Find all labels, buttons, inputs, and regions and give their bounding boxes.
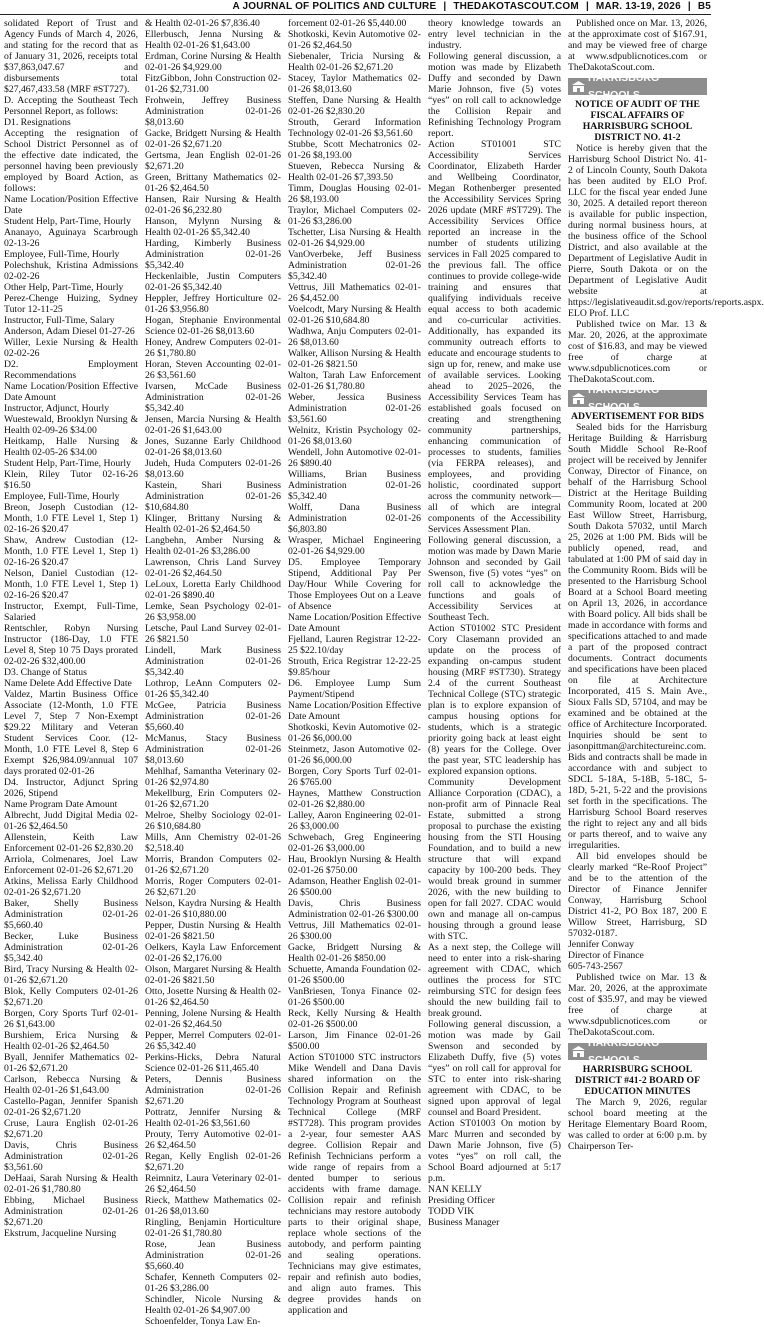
- notice-body: All bid envelopes should be clearly marked “Re-Roof Project” and be to the attention of the Director of Finance Jennifer Conway, Harrisburg School District 41-2, PO Box 187, 200 E Willow Street, Harrisburg, SD 57032-0187.: [568, 851, 707, 939]
- notice-paragraph: Steffen, Dane Nursing & Health 02-01-26 $2,830.20: [288, 95, 421, 117]
- notice-paragraph: Davis, Chris Business Administration 02-01-26 $3,561.60: [4, 1140, 138, 1173]
- notice-paragraph: Hogan, Stephanie Environmental Science 02-01-26 $8,013.60: [145, 315, 281, 337]
- notice-paragraph: Following general discussion, a motion was made by Gail Swenson and seconded by Elizabeth Duffy, five (5) votes “yes” on roll call for approval for STC to enter into risk-sharing agreement with CDAC, to be signed upon approval of legal counsel and Board President.: [428, 1019, 561, 1118]
- notice-paragraph: Ringling, Benjamin Horticulture 02-01-26 $1,780.80: [145, 1217, 281, 1239]
- notice-paragraph: Heitkamp, Halle Nursing & Health 02-05-26 $34.00: [4, 436, 138, 458]
- notice-paragraph: Reimnitz, Laura Veterinary 02-01-26 $2,464.50: [145, 1173, 281, 1195]
- notice-paragraph: D4. Instructor, Adjunct Spring 2026, Stipend: [4, 777, 138, 799]
- notice-paragraph: Ebbing, Michael Business Administration 02-01-26 $2,671.20: [4, 1195, 138, 1228]
- notice-paragraph: Community Development Alliance Corporation (CDAC), a non-profit arm of Pinnacle Real Estate, submitted a strong proposal to purchase the existing housing from the STI Housing Foundation, and to build a new structure that will expand capacity by 100-200 beds. They would break ground in summer 2026, with the new building to open for fall 2027. CDAC would own and manage all on-campus housing through a ground lease with STC.: [428, 777, 561, 942]
- notice-paragraph: Klinger, Brittany Nursing & Health 02-01-26 $2,464.50: [145, 513, 281, 535]
- notice-paragraph: Steinmetz, Jason Automotive 02-01-26 $6,000.00: [288, 744, 421, 766]
- notice-paragraph: Albrecht, Judd Digital Media 02-01-26 $2,464.50: [4, 810, 138, 832]
- notice-paragraph: Baker, Shelly Business Administration 02-01-26 $5,660.40: [4, 898, 138, 931]
- notice-paragraph: DeHaai, Sarah Nursing & Health 02-01-26 $1,780.80: [4, 1173, 138, 1195]
- notice-paragraph: Siebenaler, Tricia Nursing & Health 02-01-26 $2,671.20: [288, 51, 421, 73]
- notice-paragraph: Walton, Tarah Law Enforcement 02-01-26 $1,780.80: [288, 370, 421, 392]
- notice-paragraph: Lawrenson, Chris Land Survey 02-01-26 $2,464.50: [145, 557, 281, 579]
- notice-paragraph: Burshiem, Erica Nursing & Health 02-01-26 $2,464.50: [4, 1030, 138, 1052]
- notice-paragraph: NAN KELLY: [428, 1184, 483, 1195]
- notice-paragraph: Wrasper, Michael Engineering 02-01-26 $4,929.00: [288, 535, 421, 557]
- notice-paragraph: Rentschler, Robyn Nursing Instructor (186-Day, 1.0 FTE Level 8, Step 10 75 Days prorated 02-02-26 $32,400.00: [4, 623, 138, 667]
- notice-paragraph: Williams, Brian Business Administration 02-01-26 $5,342.40: [288, 469, 421, 502]
- notice-paragraph: Schuette, Amanda Foundation 02-01-26 $500.00: [288, 964, 421, 986]
- notice-paragraph: Langbehn, Amber Nursing & Health 02-01-26 $3,286.00: [145, 535, 281, 557]
- notice-body: The March 9, 2026, regular school board meeting at the Heritage Elementary Board Room, was called to order at 6:00 p.m. by Chairperson Ter-: [568, 1097, 707, 1152]
- notice-paragraph: Tschetter, Lisa Nursing & Health 02-01-26 $4,929.00: [288, 227, 421, 249]
- notice-paragraph: FitzGibbon, John Construction 02-01-26 $2,731.00: [145, 73, 281, 95]
- notice-paragraph: Lindell, Mark Business Administration 02-01-26 $5,342.40: [145, 645, 281, 678]
- notice-paragraph: theory knowledge towards an entry level technician in the industry.: [428, 18, 561, 51]
- school-icon: [572, 81, 585, 92]
- notice-paragraph: D6. Employee Lump Sum Payment/Stipend: [288, 678, 421, 700]
- column-1: [4, 18, 138, 1239]
- notice-title: ADVERTISEMENT FOR BIDS: [571, 411, 704, 422]
- notice-paragraph: D1. Resignations: [4, 117, 71, 128]
- notice-paragraph: Wuestewald, Brooklyn Nursing & Health 02-09-26 $34.00: [4, 414, 138, 436]
- notice-paragraph: Name Location/Position Effective Date Amount: [288, 612, 421, 634]
- notice-paragraph: Wadhwa, Anju Computers 02-01-26 $8,013.60: [288, 326, 421, 348]
- notice-paragraph: Mekellburg, Erin Computers 02-01-26 $2,671.20: [145, 788, 281, 810]
- notice-paragraph: Honey, Andrew Computers 02-01-26 $1,780.80: [145, 337, 281, 359]
- notice-paragraph: Shaw, Andrew Custodian (12-Month, 1.0 FTE Level 1, Step 1) 02-16-26 $20.47: [4, 535, 138, 568]
- notice-paragraph: Letsche, Paul Land Survey 02-01-26 $821.50: [145, 623, 281, 645]
- publication-notice: Published once on Mar. 13, 2026, at the approximate cost of $167.91, and may be viewed free of charge at www.sdpublicnotices.com or TheDakotaScout.com.: [568, 18, 707, 73]
- notice-paragraph: Arriola, Colmenares, Joel Law Enforcement 02-01-26 $2,671.20: [4, 854, 138, 876]
- notice-paragraph: Haynes, Matthew Construction 02-01-26 $2,880.00: [288, 788, 421, 810]
- notice-paragraph: Stacey, Taylor Mathematics 02-01-26 $8,013.60: [288, 73, 421, 95]
- notice-paragraph: TODD VIK: [428, 1206, 475, 1217]
- school-icon: [572, 1046, 585, 1057]
- notice-paragraph: Action ST01001 STC Accessibility Services Coordinator, Elizabeth Harder and Wellbeing Coordinator, Megan Rothenberger presented the Accessibility Services Spring 2026 update (MRF #ST729). The Accessibility Services Office reported an increase in the number of students utilizing services in Fall 2025 compared to the previous fall. The office continues to provide college-wide training and ensures that qualifying individuals receive equal access to both academic and co-curricular activities. Additionally, has expanded its community outreach efforts to educate and encourage students to sign up for, renew, and make use of available services. Looking ahead to 2025–2026, the Accessibility Services Team has established goals focused on creating and strengthening community partnerships, enhancing communication of processes to students, families (via FERPA releases), and employees, and providing holistic, coordinated support across the community network—all of which are integral components of the Accessibility Services Assessment Plan.: [428, 139, 561, 535]
- column-3: [288, 18, 421, 1316]
- notice-paragraph: Breon, Joseph Custodian (12-Month, 1.0 FTE Level 1, Step 1) 02-16-26 $20.47: [4, 502, 138, 535]
- notice-paragraph: Presiding Officer: [428, 1195, 495, 1206]
- notice-title: NOTICE OF AUDIT OF THE FISCAL AFFAIRS OF HARRISBURG SCHOOL DISTRICT NO. 41-2: [575, 99, 700, 143]
- notice-paragraph: Timm, Douglas Housing 02-01-26 $8,193.00: [288, 183, 421, 205]
- notice-paragraph: As a next step, the College will need to enter into a risk-sharing agreement with CDAC, which outlines the process for STC reimbursing STC for design fees should the new building fail to break ground.: [428, 942, 561, 1019]
- notice-paragraph: Jensen, Marcia Nursing & Health 02-01-26 $1,643.00: [145, 414, 281, 436]
- notice-paragraph: Instructor, Exempt, Full-Time, Salaried: [4, 601, 138, 623]
- notice-paragraph: Name Delete Add Effective Date: [4, 678, 132, 689]
- banner-label: HARRISBURG SCHOOLS: [588, 71, 660, 101]
- notice-paragraph: Perez-Chenge Huizing, Sydney Tutor 12-11-25: [4, 293, 138, 315]
- notice-paragraph: Nelson, Kaydra Nursing & Health 02-01-26 $10,880.00: [145, 898, 281, 920]
- notice-paragraph: Welnitz, Kristin Psychology 02-01-26 $8,013.60: [288, 425, 421, 447]
- notice-paragraph: Prouty, Terry Automotive 02-01-26 $2,464.50: [145, 1129, 281, 1151]
- notice-paragraph: Oelkers, Kayla Law Enforcement 02-01-26 $2,176.00: [145, 942, 281, 964]
- notice-body: Sealed bids for the Harrisburg Heritage Building & Harrisburg South Middle School Re-Roof project will be received by Jennifer Conway, Director of Finance, on behalf of the Harrisburg School District at the Heritage Building Community Room, located at 200 East Willow Street, Harrisburg, South Dakota 57032, until March 25, 2026 at 1:00 PM. Bids will be publicly opened, read, and tabulated at 1:00 PM of said day in the Community Room. Bids will be presented to the Harrisburg School Board at a School Board meeting on April 13, 2026, in accordance with Board policy. All bids shall be made in accordance with forms and specifications attached to and made a part of the proposed contract documents. Contract documents and specifications have been placed on file at Architecture Incorporated, 415 S. Main Ave., Sioux Falls SD, 57104, and may be examined and be obtained at the office of Architecture Incorporated. Inquiries should be sent to jasonpittman@architectureinc.com. Bids and contracts shall be made in accordance with and subject to SDCL 5-18A, 5-18B, 5-18C, 5-18D, 5-21, 5-22 and the provisions set forth in the specifications. The Harrisburg School Board reserves the right to reject any and all bids or parts thereof, and to waive any irregularities.: [568, 422, 707, 851]
- notice-paragraph: Atkins, Melissa Early Childhood 02-01-26 $2,671.20: [4, 876, 138, 898]
- notice-paragraph: Melroe, Shelby Sociology 02-01-26 $10,684.80: [145, 810, 281, 832]
- notice-paragraph: solidated Report of Trust and Agency Funds of March 4, 2026, and stating for the record that as of January 31, 2026, receipts total $37,863,047.67 and disbursements total $27,467,433.58 (MRF #ST727).: [4, 18, 138, 95]
- header-date: MAR. 13-19, 2026: [595, 1, 681, 12]
- notice-paragraph: VanBriesen, Tonya Finance 02-01-26 $500.00: [288, 986, 421, 1008]
- notice-paragraph: Wendell, John Automotive 02-01-26 $890.40: [288, 447, 421, 469]
- banner-label: HARRISBURG SCHOOLS: [588, 1036, 660, 1066]
- notice-paragraph: Shotkoski, Kevin Automotive 02-01-26 $2,464.50: [288, 29, 421, 51]
- notice-paragraph: Blok, Kelly Computers 02-01-26 $2,671.20: [4, 986, 138, 1008]
- notice-paragraph: Strouth, Erica Registrar 12-22-25 $9.85/hour: [288, 656, 421, 678]
- notice-paragraph: & Health 02-01-26 $7,836.40: [145, 18, 260, 29]
- notice-body: Notice is hereby given that the Harrisburg School District No. 41-2 of Lincoln County, South Dakota has been audited by ELO Prof. LLC for the fiscal year ended June 30, 2025. A detailed report thereon is available for public inspection, during normal business hours, at the business office of the School District, and also available at the Department of Legislative Audit in Pierre, South Dakota or on the Department of Legislative Audit website at https://legislativeaudit.sd.gov/reports/reports.aspx.: [568, 143, 764, 308]
- notice-paragraph: Mills, Ann Chemistry 02-01-26 $2,518.40: [145, 832, 281, 854]
- column-2: [145, 18, 281, 1327]
- notice-paragraph: Accepting the resignation of School District Personnel as of the effective date indicated, the personnel having been previously employed by Board Action, as follows:: [4, 128, 138, 194]
- notice-paragraph: VanOverbeke, Jeff Business Administration 02-01-26 $5,342.40: [288, 249, 421, 282]
- notice-paragraph: Ellerbusch, Jenna Nursing & Health 02-01-26 $1,643.00: [145, 29, 281, 51]
- notice-paragraph: Name Location/Position Effective Date Amount: [288, 700, 421, 722]
- notice-paragraph: Ekstrum, Jacqueline Nursing: [4, 1228, 117, 1239]
- notice-phone: 605-743-2567: [568, 961, 623, 972]
- notice-paragraph: Schoenfelder, Tonya Law En-: [145, 1316, 261, 1327]
- notice-paragraph: Pepper, Merrel Computers 02-01-26 $5,342.40: [145, 1030, 281, 1052]
- notice-paragraph: Gacke, Bridgett Nursing & Health 02-01-26 $850.00: [288, 942, 421, 964]
- notice-paragraph: Willer, Lexie Nursing & Health 02-02-26: [4, 337, 138, 359]
- notice-paragraph: Gacke, Bridgett Nursing & Health 02-01-26 $2,671.20: [145, 128, 281, 150]
- notice-paragraph: McManus, Stacy Business Administration 02-01-26 $8,013.60: [145, 733, 281, 766]
- notice-paragraph: Other Help, Part-Time, Hourly: [4, 282, 124, 293]
- notice-paragraph: Schafer, Kenneth Computers 02-01-26 $3,286.00: [145, 1272, 281, 1294]
- notice-paragraph: Larson, Jim Finance 02-01-26 $500.00: [288, 1030, 421, 1052]
- notice-paragraph: Green, Brittany Mathematics 02-01-26 $2,464.50: [145, 172, 281, 194]
- header-site[interactable]: THEDAKOTASCOUT.COM: [453, 1, 579, 12]
- notice-paragraph: Name Location/Position Effective Date Amount: [4, 381, 138, 403]
- notice-paragraph: forcement 02-01-26 $5,440.00: [288, 18, 407, 29]
- notice-paragraph: Penning, Jolene Nursing & Health 02-01-26 $2,464.50: [145, 1008, 281, 1030]
- notice-paragraph: D2. Employment Recommendations: [4, 359, 138, 381]
- page-header: A JOURNAL OF POLITICS AND CULTURE | THEDAKOTASCOUT.COM | MAR. 13-19, 2026 | B5: [0, 0, 711, 15]
- notice-paragraph: Walker, Allison Nursing & Health 02-01-26 $821.50: [288, 348, 421, 370]
- notice-paragraph: McGee, Patricia Business Administration 02-01-26 $5,660.40: [145, 700, 281, 733]
- notice-paragraph: Shotkoski, Kevin Automotive 02-01-26 $6,000.00: [288, 722, 421, 744]
- notice-title: HARRISBURG SCHOOL DISTRICT #41-2 BOARD OF EDUCATION MINUTES: [575, 1064, 700, 1097]
- notice-paragraph: Judeh, Huda Computers 02-01-26 $8,013.60: [145, 458, 281, 480]
- notice-paragraph: D3. Change of Status: [4, 667, 87, 678]
- notice-paragraph: Kastein, Shari Business Administration 02-01-26 $10,684.80: [145, 480, 281, 513]
- notice-paragraph: Castello-Pagan, Jennifer Spanish 02-01-26 $2,671.20: [4, 1096, 138, 1118]
- school-icon: [572, 393, 585, 404]
- notice-paragraph: Pepper, Dustin Nursing & Health 02-01-26 $821.50: [145, 920, 281, 942]
- notice-paragraph: Perkins-Hicks, Debra Natural Science 02-01-26 $11,465.40: [145, 1052, 281, 1074]
- notice-paragraph: Name Location/Position Effective Date: [4, 194, 138, 216]
- notice-paragraph: Bird, Tracy Nursing & Health 02-01-26 $2,671.20: [4, 964, 138, 986]
- notice-paragraph: LeLoux, Loretta Early Childhood 02-01-26 $890.40: [145, 579, 281, 601]
- notice-paragraph: Horan, Steven Accounting 02-01-26 $3,561.60: [145, 359, 281, 381]
- notice-paragraph: Nelson, Daniel Custodian (12-Month, 1.0 FTE Level 1, Step 1) 02-16-26 $20.47: [4, 568, 138, 601]
- notice-paragraph: Heckenlaible, Justin Computers 02-01-26 $5,342.40: [145, 271, 281, 293]
- notice-paragraph: Cruse, Laura English 02-01-26 $2,671.20: [4, 1118, 138, 1140]
- notice-paragraph: Lothrop, LeAnn Computers 02-01-26 $5,342.40: [145, 678, 281, 700]
- notice-paragraph: Strouth, Gerard Information Technology 02-01-26 $3,561.60: [288, 117, 421, 139]
- notice-paragraph: Vettrus, Jill Mathematics 02-01-26 $300.00: [288, 920, 421, 942]
- notice-paragraph: Anderson, Adam Diesel 01-27-26: [4, 326, 135, 337]
- notice-paragraph: Mehlhaf, Samantha Veterinary 02-01-26 $2,974.80: [145, 766, 281, 788]
- notice-paragraph: Polechshuk, Kristina Admissions 02-02-26: [4, 260, 138, 282]
- notice-paragraph: D5. Employee Temporary Stipend, Additional Pay Per Day/Hour While Covering for Those Employees Out on a Leave of Absence: [288, 557, 421, 612]
- notice-paragraph: Rieck, Matthew Mathematics 02-01-26 $8,013.60: [145, 1195, 281, 1217]
- notice-paragraph: Jones, Suzanne Early Childhood 02-01-26 $8,013.60: [145, 436, 281, 458]
- notice-paragraph: Klein, Riley Tutor 02-16-26 $16.50: [4, 469, 138, 491]
- notice-paragraph: Weber, Jessica Business Administration 02-01-26 $3,561.60: [288, 392, 421, 425]
- notice-paragraph: Student Help, Part-Time, Hourly: [4, 216, 131, 227]
- notice-paragraph: Name Program Date Amount: [4, 799, 118, 810]
- notice-paragraph: Heppler, Jeffrey Horticulture 02-01-26 $3,956.80: [145, 293, 281, 315]
- section-banner: [568, 383, 707, 413]
- notice-paragraph: Reck, Kelly Nursing & Health 02-01-26 $500.00: [288, 1008, 421, 1030]
- header-tagline: A JOURNAL OF POLITICS AND CULTURE: [232, 1, 437, 12]
- notice-paragraph: Rose, Jean Business Administration 02-01-26 $5,660.40: [145, 1239, 281, 1272]
- notice-paragraph: Hanson, Mylynn Nursing & Health 02-01-26 $5,342.40: [145, 216, 281, 238]
- notice-paragraph: D. Accepting the Southeast Tech Personnel Report, as follows:: [4, 95, 138, 117]
- notice-paragraph: Davis, Chris Business Administration 02-01-26 $300.00: [288, 898, 421, 920]
- notice-paragraph: Schwebach, Greg Engineering 02-01-26 $3,000.00: [288, 832, 421, 854]
- notice-paragraph: Employee, Full-Time, Hourly: [4, 249, 120, 260]
- notice-paragraph: Byall, Jennifer Mathematics 02-01-26 $2,671.20: [4, 1052, 138, 1074]
- column-4: [428, 18, 561, 1228]
- notice-paragraph: Action ST01002 STC President Cory Clasemann provided an update on the process of expanding on-campus student housing (MRF #ST730). Strategy 2.4 of the current Southeast Technical College (STC) strategic plan is to explore expansion of campus housing options for students, which is a strategic priority going back at least eight (8) years for the College. Over the past year, STC leadership has explored expansion options.: [428, 623, 561, 777]
- notice-paragraph: Ananayo, Aguinaya Scarbrough 02-13-26: [4, 227, 138, 249]
- notice-paragraph: Morris, Brandon Computers 02-01-26 $2,671.20: [145, 854, 281, 876]
- notice-paragraph: Lalley, Aaron Engineering 02-01-26 $3,000.00: [288, 810, 421, 832]
- notice-paragraph: Hansen, Rair Nursing & Health 02-01-26 $6,232.80: [145, 194, 281, 216]
- notice-signature: Jennifer Conway: [568, 939, 634, 950]
- notice-paragraph: Borgen, Cory Sports Turf 02-01-26 $765.00: [288, 766, 421, 788]
- banner-label: HARRISBURG SCHOOLS: [588, 383, 660, 413]
- notice-paragraph: Traylor, Michael Computers 02-01-26 $3,286.00: [288, 205, 421, 227]
- notice-paragraph: Becker, Luke Business Administration 02-01-26 $5,342.40: [4, 931, 138, 964]
- notice-paragraph: Business Manager: [428, 1217, 500, 1228]
- notice-paragraph: Schindler, Nicole Nursing & Health 02-01-26 $4,907.00: [145, 1294, 281, 1316]
- notice-paragraph: Vettrus, Jill Mathematics 02-01-26 $4,452.00: [288, 282, 421, 304]
- notice-paragraph: Olson, Margaret Nursing & Health 02-01-26 $821.50: [145, 964, 281, 986]
- notice-paragraph: Following general discussion, a motion was made by Elizabeth Duffy and seconded by Dawn Marie Johnson, five (5) votes “yes” on roll call to acknowledge the Collision Repair and Refinishing Technology Program report.: [428, 51, 561, 139]
- notice-paragraph: Erdman, Corine Nursing & Health 02-01-26 $4,929.00: [145, 51, 281, 73]
- publication-notice: Published twice on Mar. 13 & Mar. 20, 2026, at the approximate cost of $16.83, and may be viewed free of charge at www.sdpublicnotices.com or TheDakotaScout.com.: [568, 319, 707, 385]
- notice-paragraph: Ivarsen, McCade Business Administration 02-01-26 $5,342.40: [145, 381, 281, 414]
- header-page-number: B5: [697, 1, 711, 12]
- notice-signature: Director of Finance: [568, 950, 644, 961]
- notice-paragraph: Borgen, Cory Sports Turf 02-01-26 $1,643.00: [4, 1008, 138, 1030]
- notice-paragraph: Peters, Dennis Business Administration 02-01-26 $2,671.20: [145, 1074, 281, 1107]
- notice-paragraph: Instructor, Adjunct, Hourly: [4, 403, 110, 414]
- notice-paragraph: Wolff, Dana Business Administration 02-01-26 $6,803.80: [288, 502, 421, 535]
- notice-paragraph: Morris, Roger Computers 02-01-26 $2,671.20: [145, 876, 281, 898]
- notice-paragraph: Following general discussion, a motion was made by Dawn Marie Johnson and seconded by Gail Swenson, five (5) votes “yes” on roll call to acknowledge the functions and goals of Accessibility Services at Southeast Tech.: [428, 535, 561, 623]
- notice-paragraph: Gertsma, Jean English 02-01-26 $2,671.20: [145, 150, 281, 172]
- section-banner: [568, 1036, 707, 1066]
- notice-paragraph: Harding, Kimberly Business Administration 02-01-26 $5,342.40: [145, 238, 281, 271]
- publication-notice: Published twice on Mar. 13 & Mar. 20, 2026, at the approximate cost of $35.97, and may be viewed free of charge at www.sdpublicnotices.com or TheDakotaScout.com.: [568, 972, 707, 1038]
- notice-paragraph: Fjelland, Lauren Registrar 12-22-25 $22.10/day: [288, 634, 421, 656]
- notice-paragraph: Employee, Full-Time, Hourly: [4, 491, 120, 502]
- notice-paragraph: Otto, Josette Nursing & Health 02-01-26 $2,464.50: [145, 986, 281, 1008]
- notice-paragraph: Pottratz, Jennifer Nursing & Health 02-01-26 $3,561.60: [145, 1107, 281, 1129]
- notice-paragraph: Regan, Kelly English 02-01-26 $2,671.20: [145, 1151, 281, 1173]
- notice-paragraph: Valdez, Martin Business Office Associate (12-Month, 1.0 FTE Level 7, Step 7 Non-Exempt $29.22 Military and Veteran Student Services Coor. (12-Month, 1.0 FTE Level 8, Step 6 Exempt $26,984.09/annual 107 days prorated 02-01-26: [4, 689, 138, 777]
- notice-paragraph: Hau, Brooklyn Nursing & Health 02-01-26 $750.00: [288, 854, 421, 876]
- section-banner: [568, 71, 707, 101]
- notice-paragraph: Frohwein, Jeffrey Business Administration 02-01-26 $8,013.60: [145, 95, 281, 128]
- notice-paragraph: Stubbe, Scott Mechatronics 02-01-26 $8,193.00: [288, 139, 421, 161]
- notice-signature: ELO Prof. LLC: [568, 308, 630, 319]
- notice-paragraph: Carlson, Rebecca Nursing & Health 02-01-26 $1,643.00: [4, 1074, 138, 1096]
- notice-paragraph: Stueven, Rebecca Nursing & Health 02-01-26 $7,393.50: [288, 161, 421, 183]
- notice-paragraph: Allenstein, Keith Law Enforcement 02-01-26 $2,830.20: [4, 832, 138, 854]
- notice-paragraph: Adamson, Heather English 02-01-26 $500.00: [288, 876, 421, 898]
- notice-paragraph: Action ST01000 STC instructors Mike Wendell and Dana Davis shared information on the Collision Repair and Refinish Technology Program at Southeast Technical College (MRF #ST728). This program provides a 2-year, four semester AAS degree. Collision Repair and Refinish Technicians perform a wide range of repairs from a dented bumper to serious accidents with frame damage. Collision repair and refinish technicians may restore autobody parts to their original shape, replace whole sections of the autobody, and perform painting and sealing operations. Technicians may give estimates, repair and refinish auto bodies, and align auto frames. This degree provides hands on application and: [288, 1052, 421, 1316]
- notice-paragraph: Lemke, Sean Psychology 02-01-26 $3,958.00: [145, 601, 281, 623]
- notice-paragraph: Voelcodt, Mary Nursing & Health 02-01-26 $10,684.80: [288, 304, 421, 326]
- notice-paragraph: Student Help, Part-Time, Hourly: [4, 458, 131, 469]
- column-5: [568, 18, 764, 1152]
- notice-paragraph: Action ST01003 On motion by Marc Murren and seconded by Dawn Marie Johnson, five (5) votes “yes” on roll call, the School Board adjourned at 5:17 p.m.: [428, 1118, 561, 1184]
- notice-paragraph: Instructor, Full-Time, Salary: [4, 315, 115, 326]
